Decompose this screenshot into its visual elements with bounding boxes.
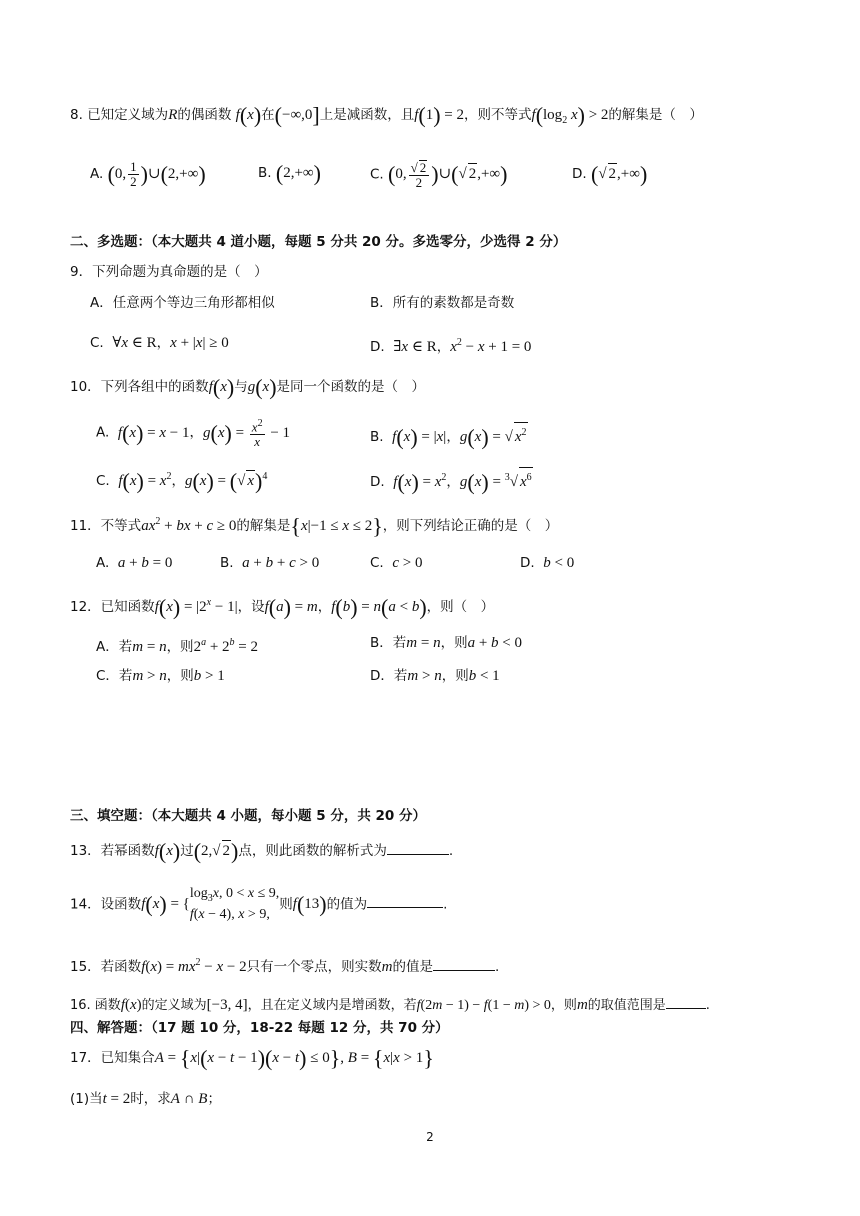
q10-option-d: D. $f(x) = x^2$，g(x) = $^3$√ $x^6$ (370, 467, 533, 493)
q12-option-b: B．若m = n，则a + b < 0 (370, 635, 523, 651)
q8-stem: 8. 已知定义域为R的偶函数 f(x)在(−∞,0]上是减函数，且f(1) = 2，则不等式$f(\log_2$ x) > 2的解集是（ ） (70, 102, 703, 128)
q16: 16. 函数f(x)的定义域为[−3, 4]，且在定义域内是增函数，若f(2m − 1) − f(1 − m) > 0，则m的取值范围是 . (70, 994, 710, 1016)
q9-option-a: A．任意两个等边三角形都相似 (90, 295, 275, 311)
q8-option-c: C. (0, $\frac{√ 2}{2}$ )∪(√ 2,+∞) (370, 160, 508, 190)
q12-option-c: C．若m > n，则b > 1 (96, 668, 225, 684)
q8-option-a: A. (0, $\frac{1}{2}$ )∪(2,+∞) (90, 159, 206, 189)
q8-option-d: D. (√ 2,+∞) (572, 161, 648, 187)
q10-option-b: B. f(x) = |x|，g(x) = √ $x^2$ (370, 422, 528, 448)
q11-stem: 11．不等式$ax^2$ + bx + c ≥ 0的解集是{x|−1 ≤ x ≤ 2}，则下列结论正确的是（ ） (70, 513, 559, 539)
q10-option-a: A. f(x) = x − 1，g(x) = $\frac{x^2}{x}$ − 1 (96, 418, 291, 450)
q10-stem: 10．下列各组中的函数f(x)与g(x)是同一个函数的是（ ） (70, 374, 426, 400)
q11-option-b: B. a + b + c > 0 (220, 555, 320, 571)
page-number: 2 (426, 1130, 434, 1144)
q11-option-d: D. b < 0 (520, 555, 575, 571)
q10-option-c: C. $f(x) = x^2$，g(x) = (√ x)$^4$ (96, 468, 268, 494)
q9-option-c: C. ∀x ∈ R，x + |x| ≥ 0 (90, 335, 229, 351)
q8-option-b: B. (2,+∞) (258, 160, 321, 186)
q13: 13．若幂函数f(x)过(2,√ 2)点，则此函数的解析式为 . (70, 838, 454, 864)
q9-option-b: B．所有的素数都是奇数 (370, 295, 515, 311)
q12-stem: 12．已知函数$f(x) = |2^x - 1|$，设f(a) = m，f(b) = n(a < b)，则（ ） (70, 594, 495, 620)
q17-stem: 17．已知集合A = {x|(x − t − 1)(x − t) ≤ 0}, B = {x|x > 1} (70, 1045, 434, 1071)
q14: 14．设函数f(x) = { $\log_3x$, 0 < x ≤ 9, f(x − 4), x > 9, 则f(13)的值为 . (70, 886, 448, 922)
q12-option-a: A．若m = n，则$2^a + 2^b = 2$ (96, 637, 258, 655)
q12-option-d: D．若m > n，则b < 1 (370, 668, 500, 684)
q11-option-c: C. c > 0 (370, 555, 423, 571)
section-4-heading: 四、解答题：（17 题 10 分，18-22 每题 12 分，共 70 分） (70, 1020, 449, 1036)
section-2-heading: 二、多选题：（本大题共 4 道小题，每题 5 分共 20 分。多选零分，少选得 2 分） (70, 234, 567, 250)
q17-part-1: (1)当t = 2时，求A ∩ B； (70, 1091, 221, 1107)
q9-stem: 9．下列命题为真命题的是（ ） (70, 264, 268, 280)
q9-option-d: D. ∃x ∈ R，$x^2 - x + 1 = 0$ (370, 337, 532, 355)
q15: 15．若函数$f(x) = mx^2 - x - 2$只有一个零点，则实数m的值是 . (70, 957, 500, 975)
section-3-heading: 三、填空题：（本大题共 4 小题，每小题 5 分，共 20 分） (70, 808, 427, 824)
q11-option-a: A. a + b = 0 (96, 555, 173, 571)
